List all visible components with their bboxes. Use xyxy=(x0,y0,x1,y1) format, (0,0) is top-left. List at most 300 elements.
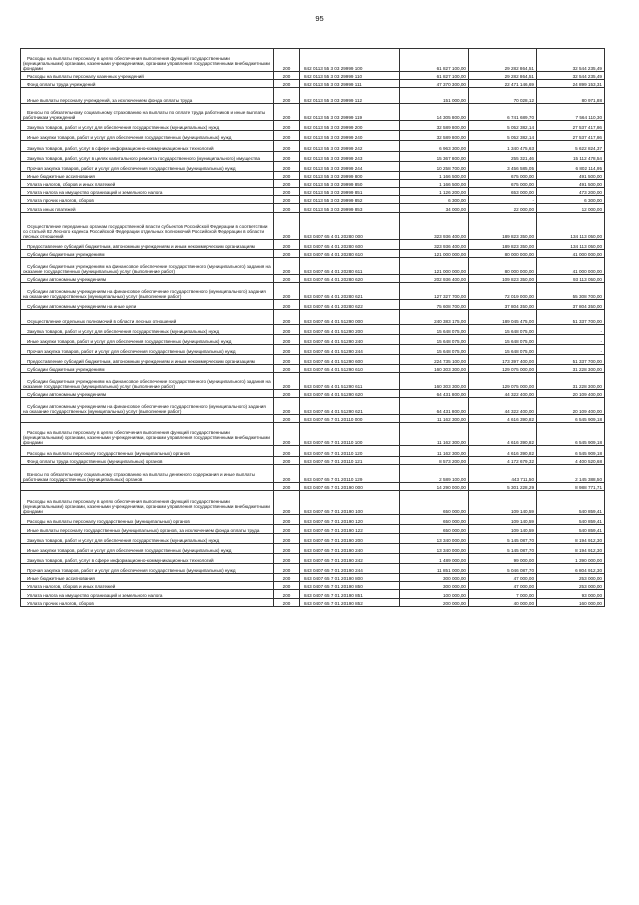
row-name: Иные бюджетные ассигнования xyxy=(21,172,274,180)
row-unexecuted-amount: 6 802 114,95 xyxy=(537,162,605,172)
row-approved-amount: 61 827 100,00 xyxy=(400,72,469,80)
row-classification-code: 843 0407 65 7 01 20190 122 xyxy=(300,525,400,534)
row-approved-amount: 14 305 800,00 xyxy=(400,104,469,121)
row-classification-code: 843 0407 65 7 01 20190 200 xyxy=(300,534,400,544)
row-approved-amount: 1 126 200,00 xyxy=(400,188,469,196)
row-executed-amount: 5 145 087,70 xyxy=(469,534,537,544)
table-row xyxy=(21,465,605,483)
row-executed-amount: 5 052 382,14 xyxy=(469,121,537,131)
row-approved-amount: 1 166 500,00 xyxy=(400,180,469,188)
row-executed-amount: 129 075 000,00 xyxy=(469,373,537,390)
row-line-code: 200 xyxy=(274,582,300,590)
row-line-code: 200 xyxy=(274,365,300,373)
row-executed-amount: 7 000,00 xyxy=(469,590,537,599)
row-line-code: 200 xyxy=(274,204,300,213)
row-approved-amount: 151 000,00 xyxy=(400,88,469,104)
table-row xyxy=(21,564,605,574)
row-name: Иные выплаты персоналу учреждений, за исключением фонда оплаты труда xyxy=(21,88,274,104)
row-classification-code: 842 0113 55 3 03 29999 242 xyxy=(300,141,400,152)
row-line-code: 200 xyxy=(274,121,300,131)
row-executed-amount: 3 456 585,05 xyxy=(469,162,537,172)
row-name: Прочая закупка товаров, работ и услуг для обеспечения государственных (муниципальных) нужд xyxy=(21,162,274,172)
row-approved-amount: 15 367 800,00 xyxy=(400,152,469,162)
row-approved-amount: 650 000,00 xyxy=(400,515,469,525)
row-name: Субсидии бюджетным учреждениям на финансовое обеспечение государственного (муниципального) задания на оказание государственных (муниципальных) услуг (выполнение работ) xyxy=(21,373,274,390)
row-unexecuted-amount: 6 545 909,18 xyxy=(537,423,605,446)
row-executed-amount: 5 145 087,70 xyxy=(469,544,537,554)
row-unexecuted-amount: 8 194 912,30 xyxy=(537,544,605,554)
row-line-code: 200 xyxy=(274,554,300,564)
row-name: Субсидии автономным учреждениям на иные цели xyxy=(21,300,274,310)
row-classification-code: 843 0407 65 7 01 20190 100 xyxy=(300,491,400,515)
row-line-code: 200 xyxy=(274,373,300,390)
row-name: Взносы по обязательному социальному страхованию на выплаты по оплате труда работников и иные выплаты работникам учреждений xyxy=(21,104,274,121)
row-unexecuted-amount: 20 109 400,00 xyxy=(537,390,605,398)
row-line-code: 200 xyxy=(274,131,300,141)
row-line-code: 200 xyxy=(274,415,300,423)
row-name: Прочая закупка товаров, работ и услуг для обеспечения государственных (муниципальных) нужд xyxy=(21,564,274,574)
row-executed-amount: 22 000,00 xyxy=(469,204,537,213)
row-classification-code: 843 0407 65 7 01 20190 800 xyxy=(300,574,400,582)
row-name: Уплата иных платежей xyxy=(21,204,274,213)
row-approved-amount: 64 431 800,00 xyxy=(400,398,469,415)
row-name: Субсидии автономным учреждениям xyxy=(21,390,274,398)
row-executed-amount: 255 321,46 xyxy=(469,152,537,162)
row-classification-code: 843 0407 65 7 01 20190 850 xyxy=(300,582,400,590)
row-approved-amount: 32 589 800,00 xyxy=(400,131,469,141)
budget-table xyxy=(20,48,605,607)
row-approved-amount: 121 000 000,00 xyxy=(400,258,469,275)
row-line-code: 200 xyxy=(274,152,300,162)
row-classification-code: 842 0113 55 3 03 29999 244 xyxy=(300,162,400,172)
row-classification-code: 843 0407 65 7 01 20190 240 xyxy=(300,544,400,554)
row-classification-code: 842 0113 55 3 03 29999 852 xyxy=(300,196,400,204)
table-row xyxy=(21,325,605,335)
row-approved-amount: 650 000,00 xyxy=(400,525,469,534)
row-approved-amount: 650 000,00 xyxy=(400,491,469,515)
row-approved-amount: 160 303 300,00 xyxy=(400,373,469,390)
row-unexecuted-amount: 24 899 153,31 xyxy=(537,80,605,88)
row-executed-amount: 5 046 087,70 xyxy=(469,564,537,574)
row-approved-amount: 6 963 300,00 xyxy=(400,141,469,152)
row-line-code: 200 xyxy=(274,345,300,355)
table-row xyxy=(21,300,605,310)
row-unexecuted-amount: 41 000 000,00 xyxy=(537,250,605,258)
row-unexecuted-amount: - xyxy=(537,345,605,355)
row-approved-amount: 8 573 200,00 xyxy=(400,457,469,465)
row-approved-amount: 2 589 100,00 xyxy=(400,465,469,483)
row-approved-amount: 224 735 100,00 xyxy=(400,355,469,365)
table-row xyxy=(21,213,605,240)
row-unexecuted-amount: 8 988 771,71 xyxy=(537,483,605,491)
row-line-code: 200 xyxy=(274,457,300,465)
row-unexecuted-amount: 6 545 909,18 xyxy=(537,446,605,457)
row-approved-amount: 75 608 700,00 xyxy=(400,300,469,310)
row-line-code: 200 xyxy=(274,240,300,250)
table-row xyxy=(21,196,605,204)
page-number: 95 xyxy=(315,14,324,23)
row-classification-code: 842 0113 55 3 03 29999 111 xyxy=(300,80,400,88)
row-approved-amount: 11 851 000,00 xyxy=(400,564,469,574)
row-unexecuted-amount: 6 804 912,30 xyxy=(537,564,605,574)
row-unexecuted-amount: 27 537 417,86 xyxy=(537,121,605,131)
table-row xyxy=(21,355,605,365)
row-line-code: 200 xyxy=(274,49,300,72)
row-classification-code: 843 0407 65 7 01 20110 129 xyxy=(300,465,400,483)
row-approved-amount: 47 370 300,00 xyxy=(400,80,469,88)
row-unexecuted-amount: 31 228 300,00 xyxy=(537,373,605,390)
row-name: Иные бюджетные ассигнования xyxy=(21,574,274,582)
row-line-code: 200 xyxy=(274,310,300,325)
row-approved-amount: 300 000,00 xyxy=(400,582,469,590)
table-row xyxy=(21,104,605,121)
row-line-code: 200 xyxy=(274,590,300,599)
row-line-code: 200 xyxy=(274,104,300,121)
row-approved-amount: 13 340 000,00 xyxy=(400,544,469,554)
row-classification-code: 843 0407 65 4 01 51290 244 xyxy=(300,345,400,355)
row-unexecuted-amount: 6 300,00 xyxy=(537,196,605,204)
row-classification-code: 842 0113 55 3 03 29999 243 xyxy=(300,152,400,162)
row-executed-amount: 4 616 390,82 xyxy=(469,415,537,423)
row-unexecuted-amount: 93 000,00 xyxy=(537,590,605,599)
table-row xyxy=(21,373,605,390)
row-classification-code: 842 0113 55 3 03 29999 851 xyxy=(300,188,400,196)
table-row xyxy=(21,554,605,564)
row-executed-amount: 29 282 864,51 xyxy=(469,72,537,80)
row-unexecuted-amount: - xyxy=(537,325,605,335)
row-executed-amount: 5 301 228,29 xyxy=(469,483,537,491)
row-line-code: 200 xyxy=(274,465,300,483)
row-approved-amount: 10 258 700,00 xyxy=(400,162,469,172)
row-approved-amount: 11 162 300,00 xyxy=(400,423,469,446)
row-line-code: 200 xyxy=(274,398,300,415)
row-executed-amount: 37 804 350,00 xyxy=(469,300,537,310)
table-row xyxy=(21,258,605,275)
table-row xyxy=(21,141,605,152)
table-row xyxy=(21,423,605,446)
row-line-code: 200 xyxy=(274,335,300,345)
row-executed-amount: 15 648 075,00 xyxy=(469,325,537,335)
row-unexecuted-amount: 12 000,00 xyxy=(537,204,605,213)
row-name: Фонд оплаты труда учреждений xyxy=(21,80,274,88)
table-row xyxy=(21,457,605,465)
row-executed-amount: 675 000,00 xyxy=(469,180,537,188)
row-classification-code: 843 0407 65 7 01 20110 000 xyxy=(300,415,400,423)
row-name: Расходы на выплаты персоналу казенных учреждений xyxy=(21,72,274,80)
row-classification-code: 843 0407 65 4 01 51290 200 xyxy=(300,325,400,335)
row-name: Уплата налога на имущество организаций и земельного налога xyxy=(21,188,274,196)
table-row xyxy=(21,131,605,141)
table-row xyxy=(21,335,605,345)
table-row xyxy=(21,483,605,491)
row-line-code: 200 xyxy=(274,564,300,574)
row-executed-amount: 189 823 350,00 xyxy=(469,213,537,240)
row-name xyxy=(21,483,274,491)
row-approved-amount: 240 383 175,00 xyxy=(400,310,469,325)
row-unexecuted-amount: 473 200,00 xyxy=(537,188,605,196)
row-line-code: 200 xyxy=(274,80,300,88)
row-classification-code: 843 0407 65 7 01 20110 121 xyxy=(300,457,400,465)
row-line-code: 200 xyxy=(274,258,300,275)
row-unexecuted-amount: 51 337 700,00 xyxy=(537,355,605,365)
row-line-code: 200 xyxy=(274,355,300,365)
row-executed-amount: 47 000,00 xyxy=(469,582,537,590)
row-name: Расходы на выплаты персоналу государственных (муниципальных) органов xyxy=(21,446,274,457)
row-line-code: 200 xyxy=(274,172,300,180)
table-row xyxy=(21,534,605,544)
row-line-code: 200 xyxy=(274,188,300,196)
row-classification-code: 843 0407 65 4 01 51290 000 xyxy=(300,310,400,325)
row-line-code: 200 xyxy=(274,196,300,204)
row-classification-code: 843 0407 65 4 01 51290 620 xyxy=(300,390,400,398)
row-name: Осуществление переданных органам государственной власти субъектов Российской Федерации в соответствии со статьей 82 Лесного кодекса Российской Федерации отдельных полномочий Российской Федерации в области лесных отношений xyxy=(21,213,274,240)
row-approved-amount: 121 000 000,00 xyxy=(400,250,469,258)
row-line-code: 200 xyxy=(274,88,300,104)
row-approved-amount: 64 431 800,00 xyxy=(400,390,469,398)
row-classification-code: 842 0113 55 3 03 29999 850 xyxy=(300,180,400,188)
row-unexecuted-amount: 7 564 110,30 xyxy=(537,104,605,121)
table-row xyxy=(21,172,605,180)
row-name: Закупка товаров, работ, услуг в сфере информационно-коммуникационных технологий xyxy=(21,554,274,564)
row-name: Субсидии автономным учреждениям на финансовое обеспечение государственного (муниципального) задания на оказание государственных (муниципальных) услуг (выполнение работ) xyxy=(21,283,274,300)
row-name: Закупка товаров, работ и услуг для обеспечения государственных (муниципальных) нужд xyxy=(21,325,274,335)
row-executed-amount: 15 648 075,00 xyxy=(469,335,537,345)
row-line-code: 200 xyxy=(274,574,300,582)
row-name: Субсидии бюджетным учреждениям xyxy=(21,250,274,258)
row-executed-amount: 675 000,00 xyxy=(469,172,537,180)
row-executed-amount: 99 000,00 xyxy=(469,554,537,564)
row-name: Фонд оплаты труда государственных (муниципальных) органов xyxy=(21,457,274,465)
row-unexecuted-amount: 491 500,00 xyxy=(537,180,605,188)
row-classification-code: 843 0407 65 7 01 20110 120 xyxy=(300,446,400,457)
row-unexecuted-amount: 31 228 300,00 xyxy=(537,365,605,373)
row-unexecuted-amount: 5 622 824,37 xyxy=(537,141,605,152)
row-executed-amount: - xyxy=(469,196,537,204)
row-classification-code: 843 0407 65 4 01 51290 621 xyxy=(300,398,400,415)
table-row xyxy=(21,72,605,80)
row-classification-code: 842 0113 55 3 03 29999 800 xyxy=(300,172,400,180)
row-approved-amount: 323 936 400,00 xyxy=(400,213,469,240)
table-row xyxy=(21,283,605,300)
row-unexecuted-amount: 540 859,41 xyxy=(537,525,605,534)
row-name: Иные выплаты персоналу государственных (муниципальных) органов, за исключением фонда оплаты труда xyxy=(21,525,274,534)
row-unexecuted-amount: 134 113 050,00 xyxy=(537,240,605,250)
row-approved-amount: 15 648 075,00 xyxy=(400,325,469,335)
table-row xyxy=(21,240,605,250)
row-name: Иные закупки товаров, работ и услуг для обеспечения государственных (муниципальных) нужд xyxy=(21,544,274,554)
row-name: Расходы на выплаты персоналу в целях обеспечения выполнения функций государственными (муниципальными) органами, казенными учреждениями, органами управления государственными внебюджетными фондами xyxy=(21,423,274,446)
row-unexecuted-amount: 32 544 235,49 xyxy=(537,49,605,72)
table-row xyxy=(21,515,605,525)
table-row xyxy=(21,162,605,172)
row-executed-amount: 443 711,50 xyxy=(469,465,537,483)
row-executed-amount: 5 052 382,14 xyxy=(469,131,537,141)
table-row xyxy=(21,390,605,398)
row-line-code: 200 xyxy=(274,515,300,525)
row-name: Предоставление субсидий бюджетным, автономным учреждениям и иным некоммерческим организациям xyxy=(21,240,274,250)
row-name: Уплата налога на имущество организаций и земельного налога xyxy=(21,590,274,599)
row-approved-amount: 61 827 100,00 xyxy=(400,49,469,72)
row-unexecuted-amount: 51 337 700,00 xyxy=(537,310,605,325)
row-executed-amount: 109 823 350,00 xyxy=(469,275,537,283)
row-executed-amount: 6 741 689,70 xyxy=(469,104,537,121)
row-classification-code: 843 0407 65 7 01 20190 244 xyxy=(300,564,400,574)
row-executed-amount: 653 000,00 xyxy=(469,188,537,196)
row-executed-amount: 15 648 075,00 xyxy=(469,345,537,355)
row-executed-amount: 80 000 000,00 xyxy=(469,250,537,258)
row-classification-code: 843 0407 65 4 01 20280 000 xyxy=(300,213,400,240)
row-classification-code: 842 0113 55 3 03 29999 110 xyxy=(300,72,400,80)
table-row xyxy=(21,88,605,104)
row-line-code: 200 xyxy=(274,283,300,300)
row-classification-code: 843 0407 65 7 01 20110 100 xyxy=(300,423,400,446)
table-row xyxy=(21,446,605,457)
row-executed-amount: 189 823 350,00 xyxy=(469,240,537,250)
row-executed-amount: 29 282 864,51 xyxy=(469,49,537,72)
row-line-code: 200 xyxy=(274,180,300,188)
row-approved-amount: 200 000,00 xyxy=(400,599,469,607)
row-line-code: 200 xyxy=(274,534,300,544)
row-approved-amount: 15 648 075,00 xyxy=(400,345,469,355)
row-approved-amount: 13 340 000,00 xyxy=(400,534,469,544)
row-executed-amount: 173 397 400,00 xyxy=(469,355,537,365)
table-row xyxy=(21,188,605,196)
row-classification-code: 842 0113 55 3 03 29999 100 xyxy=(300,49,400,72)
row-unexecuted-amount: 55 308 700,00 xyxy=(537,283,605,300)
row-approved-amount: 32 589 800,00 xyxy=(400,121,469,131)
row-unexecuted-amount: 27 537 417,86 xyxy=(537,131,605,141)
table-row xyxy=(21,49,605,72)
table-row xyxy=(21,415,605,423)
row-line-code: 200 xyxy=(274,491,300,515)
row-unexecuted-amount: 491 500,00 xyxy=(537,172,605,180)
row-name: Субсидии бюджетным учреждениям на финансовое обеспечение государственного (муниципального) задания на оказание государственных (муниципальных) услуг (выполнение работ) xyxy=(21,258,274,275)
row-name xyxy=(21,415,274,423)
row-executed-amount: 40 000,00 xyxy=(469,599,537,607)
row-name: Расходы на выплаты персоналу в целях обеспечения выполнения функций государственными (муниципальными) органами, казенными учреждениями, органами управления государственными внебюджетными фондами xyxy=(21,491,274,515)
row-unexecuted-amount: 1 390 000,00 xyxy=(537,554,605,564)
row-classification-code: 843 0407 65 4 01 51290 610 xyxy=(300,365,400,373)
row-name: Иные закупки товаров, работ и услуг для обеспечения государственных (муниципальных) нужд xyxy=(21,131,274,141)
row-unexecuted-amount: 93 113 050,00 xyxy=(537,275,605,283)
row-line-code: 200 xyxy=(274,483,300,491)
row-line-code: 200 xyxy=(274,325,300,335)
row-line-code: 200 xyxy=(274,141,300,152)
row-unexecuted-amount: 253 000,00 xyxy=(537,574,605,582)
row-unexecuted-amount: 2 145 388,50 xyxy=(537,465,605,483)
row-executed-amount: 47 000,00 xyxy=(469,574,537,582)
row-classification-code: 843 0407 65 4 01 20280 622 xyxy=(300,300,400,310)
row-unexecuted-amount: 253 000,00 xyxy=(537,582,605,590)
table-row xyxy=(21,491,605,515)
row-classification-code: 842 0113 55 3 03 29999 119 xyxy=(300,104,400,121)
row-unexecuted-amount: 32 544 235,49 xyxy=(537,72,605,80)
row-classification-code: 843 0407 65 4 01 51290 600 xyxy=(300,355,400,365)
row-unexecuted-amount: 160 000,00 xyxy=(537,599,605,607)
table-row xyxy=(21,525,605,534)
row-unexecuted-amount: 20 109 400,00 xyxy=(537,398,605,415)
row-approved-amount: 160 303 300,00 xyxy=(400,365,469,373)
row-unexecuted-amount: 80 971,88 xyxy=(537,88,605,104)
row-name: Иные закупки товаров, работ и услуг для обеспечения государственных (муниципальных) нужд xyxy=(21,335,274,345)
row-classification-code: 842 0113 55 3 03 29999 112 xyxy=(300,88,400,104)
row-executed-amount: 189 045 475,00 xyxy=(469,310,537,325)
row-unexecuted-amount: 37 804 350,00 xyxy=(537,300,605,310)
table-row xyxy=(21,152,605,162)
row-line-code: 200 xyxy=(274,390,300,398)
row-line-code: 200 xyxy=(274,72,300,80)
row-line-code: 200 xyxy=(274,525,300,534)
row-classification-code: 843 0407 65 7 01 20190 242 xyxy=(300,554,400,564)
row-approved-amount: 323 936 400,00 xyxy=(400,240,469,250)
row-line-code: 200 xyxy=(274,275,300,283)
row-approved-amount: 100 000,00 xyxy=(400,590,469,599)
row-approved-amount: 127 327 700,00 xyxy=(400,283,469,300)
row-name: Осуществление отдельных полномочий в области лесных отношений xyxy=(21,310,274,325)
row-approved-amount: 1 166 500,00 xyxy=(400,172,469,180)
row-executed-amount: 72 019 000,00 xyxy=(469,283,537,300)
table-row xyxy=(21,365,605,373)
row-name: Субсидии автономным учреждениям на финансовое обеспечение государственного (муниципального) задания на оказание государственных (муниципальных) услуг (выполнение работ) xyxy=(21,398,274,415)
row-classification-code: 842 0113 55 3 03 29999 240 xyxy=(300,131,400,141)
row-name: Закупка товаров, работ и услуг для обеспечения государственных (муниципальных) нужд xyxy=(21,121,274,131)
row-unexecuted-amount: 4 400 520,68 xyxy=(537,457,605,465)
table-row xyxy=(21,590,605,599)
row-executed-amount: 1 340 475,63 xyxy=(469,141,537,152)
table-row xyxy=(21,582,605,590)
row-executed-amount: 129 075 000,00 xyxy=(469,365,537,373)
row-name: Расходы на выплаты персоналу государственных (муниципальных) органов xyxy=(21,515,274,525)
row-executed-amount: 70 028,12 xyxy=(469,88,537,104)
row-unexecuted-amount: 540 859,41 xyxy=(537,515,605,525)
row-classification-code: 843 0407 65 7 01 20190 852 xyxy=(300,599,400,607)
row-approved-amount: 14 290 000,00 xyxy=(400,483,469,491)
row-approved-amount: 11 162 300,00 xyxy=(400,415,469,423)
row-classification-code: 843 0407 65 4 01 51290 240 xyxy=(300,335,400,345)
row-classification-code: 842 0113 55 3 03 29999 853 xyxy=(300,204,400,213)
row-executed-amount: 44 322 400,00 xyxy=(469,390,537,398)
table-row xyxy=(21,204,605,213)
table-row xyxy=(21,80,605,88)
row-classification-code: 843 0407 65 4 01 51290 611 xyxy=(300,373,400,390)
row-name: Закупка товаров, работ, услуг в целях капитального ремонта государственного (муниципального) имущества xyxy=(21,152,274,162)
row-classification-code: 843 0407 65 4 01 20280 611 xyxy=(300,258,400,275)
row-name: Уплата налогов, сборов и иных платежей xyxy=(21,180,274,188)
row-approved-amount: 202 936 400,00 xyxy=(400,275,469,283)
row-name: Закупка товаров, работ, услуг в сфере информационно-коммуникационных технологий xyxy=(21,141,274,152)
table-row xyxy=(21,574,605,582)
row-line-code: 200 xyxy=(274,446,300,457)
row-executed-amount: 22 471 146,69 xyxy=(469,80,537,88)
row-classification-code: 843 0407 65 4 01 20280 610 xyxy=(300,250,400,258)
row-name: Уплата прочих налогов, сборов xyxy=(21,196,274,204)
row-line-code: 200 xyxy=(274,544,300,554)
row-executed-amount: 109 140,59 xyxy=(469,491,537,515)
table-row xyxy=(21,398,605,415)
row-name: Субсидии бюджетным учреждениям xyxy=(21,365,274,373)
row-name: Расходы на выплаты персоналу в целях обеспечения выполнения функций государственными (муниципальными) органами, казенными учреждениями, органами управления государственными внебюджетными фондами xyxy=(21,49,274,72)
row-name: Уплата прочих налогов, сборов xyxy=(21,599,274,607)
row-name: Предоставление субсидий бюджетным, автономным учреждениям и иным некоммерческим организациям xyxy=(21,355,274,365)
table-row xyxy=(21,310,605,325)
row-approved-amount: 300 000,00 xyxy=(400,574,469,582)
row-unexecuted-amount: - xyxy=(537,335,605,345)
table-row xyxy=(21,275,605,283)
row-approved-amount: 11 162 300,00 xyxy=(400,446,469,457)
row-line-code: 200 xyxy=(274,213,300,240)
row-executed-amount: 80 000 000,00 xyxy=(469,258,537,275)
row-approved-amount: 6 300,00 xyxy=(400,196,469,204)
